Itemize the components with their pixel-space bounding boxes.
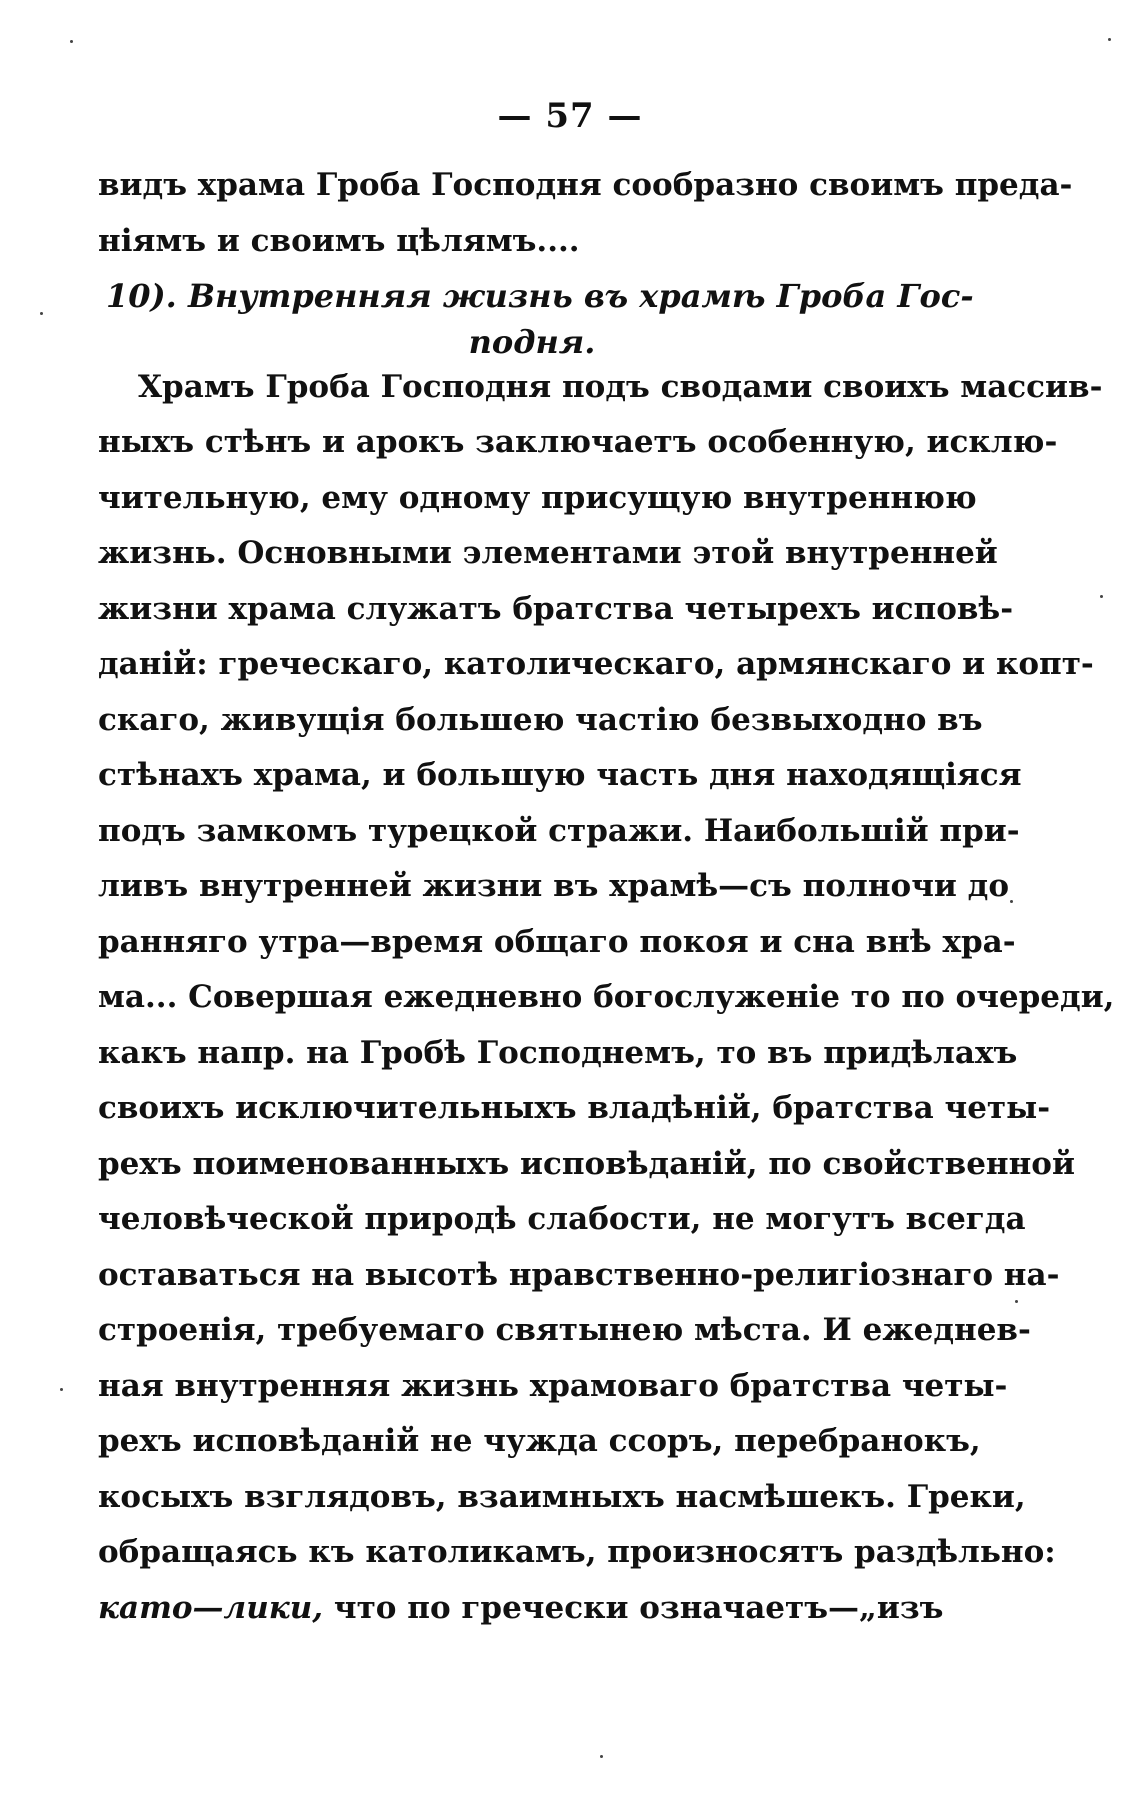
scan-speck	[1015, 1300, 1018, 1303]
scan-speck	[1010, 900, 1013, 903]
paragraph-line: своихъ исключительныхъ владѣній, братства четы-	[98, 1090, 1051, 1126]
paragraph-line: ливъ внутренней жизни въ храмѣ—съ полночи до	[98, 868, 1010, 904]
scan-speck	[60, 1388, 63, 1391]
paragraph-line: Храмъ Гроба Господня подъ сводами своихъ массив-	[138, 368, 1103, 405]
paragraph-line: даній: греческаго, католическаго, армянскаго и копт-	[98, 646, 1094, 682]
paragraph-line: косыхъ взглядовъ, взаимныхъ насмѣшекъ. Греки,	[98, 1478, 1026, 1515]
paragraph-line: строенія, требуемаго святынею мѣста. И ежеднев-	[98, 1312, 1031, 1348]
scan-speck	[1108, 38, 1111, 41]
paragraph-line: жизнь. Основными элементами этой внутренней	[98, 535, 998, 571]
paragraph-line: жизни храма служатъ братства четырехъ исповѣ-	[98, 590, 1014, 627]
paragraph-line: подъ замкомъ турецкой стражи. Наибольшій при-	[98, 812, 1020, 849]
page-text	[98, 158, 1115, 1636]
paragraph-line: ная внутренняя жизнь храмоваго братства четы-	[98, 1367, 1008, 1404]
scan-speck	[600, 1755, 603, 1758]
paragraph-line: ранняго утра—время общаго покоя и сна внѣ хра-	[98, 923, 1016, 960]
section-heading-continuation: подня.	[468, 322, 596, 361]
text-line: видъ храма Гроба Господня сообразно своимъ преда-	[98, 167, 1073, 203]
paragraph-line: какъ напр. на Гробѣ Господнемъ, то въ придѣлахъ	[98, 1034, 1018, 1071]
paragraph-line: оставаться на высотѣ нравственно-религіознаго на-	[98, 1256, 1060, 1293]
paragraph-line: рехъ исповѣданій не чужда ссоръ, перебранокъ,	[98, 1423, 981, 1459]
scan-speck	[70, 40, 73, 43]
italic-word: като—лики,	[98, 1589, 324, 1626]
page-number: — 57 —	[497, 96, 643, 136]
scan-speck	[1100, 595, 1103, 598]
section-heading: 10). Внутренняя жизнь въ храмѣ Гроба Гос-	[106, 277, 974, 315]
paragraph-last-line	[98, 1581, 944, 1637]
paragraph-line: чительную, ему одному присущую внутреннюю	[98, 479, 977, 516]
line-rest: что по гречески означаетъ—„изъ	[323, 1589, 944, 1626]
scan-speck	[40, 312, 43, 315]
paragraph-line: ма... Совершая ежедневно богослуженіе то по очереди,	[98, 979, 1115, 1015]
paragraph-line: рехъ поименованныхъ исповѣданій, по свойственной	[98, 1145, 1075, 1182]
paragraph-line: ныхъ стѣнъ и арокъ заключаетъ особенную, исклю-	[98, 424, 1058, 460]
paragraph-line: человѣческой природѣ слабости, не могутъ всегда	[98, 1201, 1026, 1237]
paragraph-line: скаго, живущія большею частію безвыходно въ	[98, 701, 983, 738]
paragraph-line: обращаясь къ католикамъ, произносятъ раздѣльно:	[98, 1534, 1056, 1570]
text-line: ніямъ и своимъ цѣлямъ....	[98, 222, 580, 259]
paragraph-line: стѣнахъ храма, и большую часть дня находящіяся	[98, 757, 1022, 793]
